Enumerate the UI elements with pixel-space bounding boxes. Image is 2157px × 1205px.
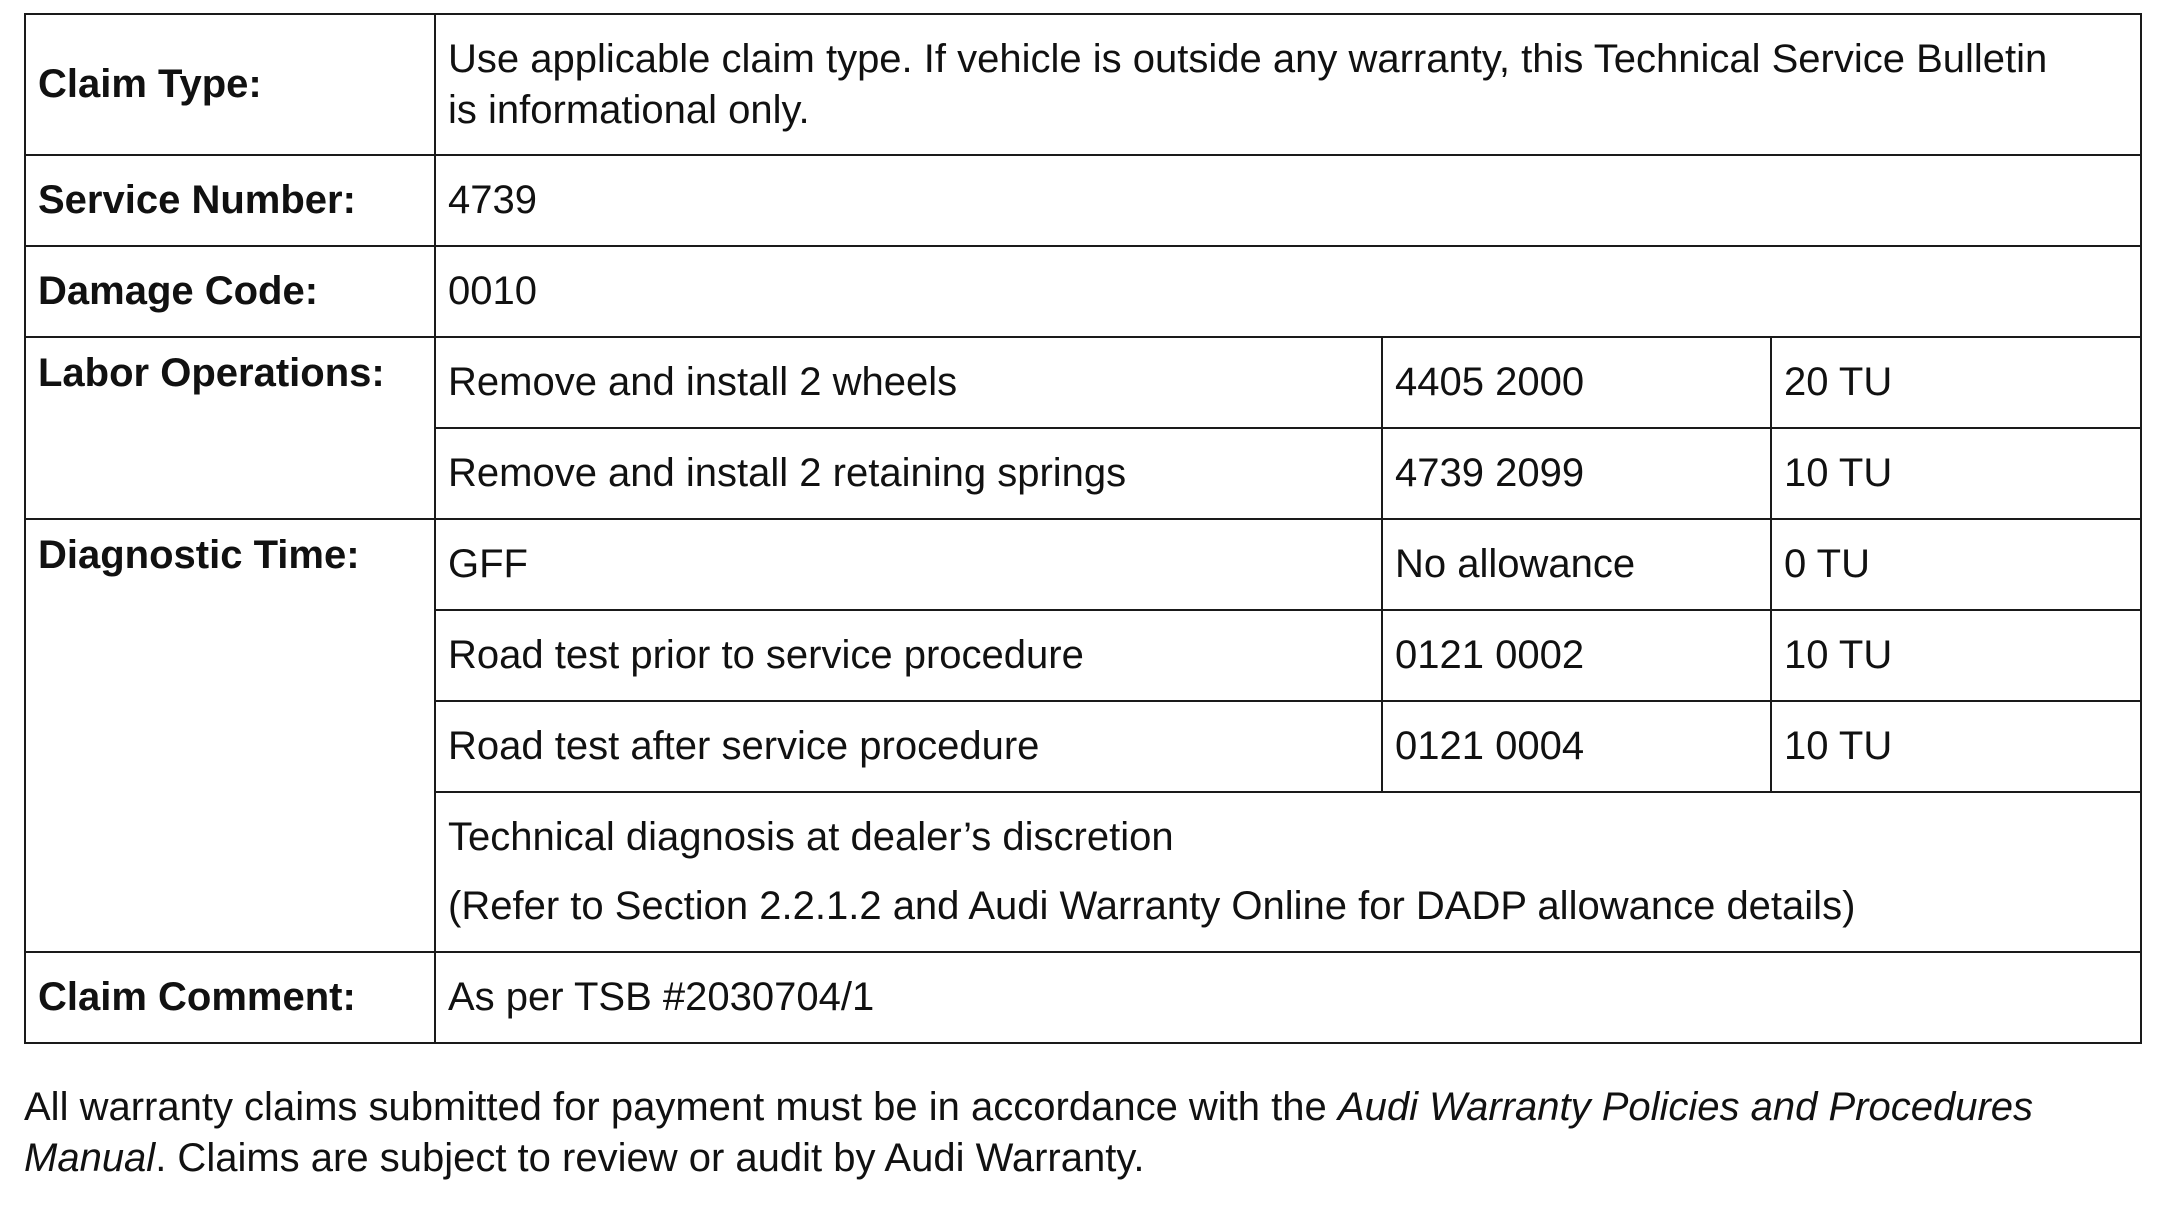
- row-service-number: [25, 155, 2141, 246]
- row-damage-code: [25, 246, 2141, 337]
- diagnostic-note-line-1: Technical diagnosis at dealer’s discretion: [448, 815, 1174, 859]
- footer-text-after: . Claims are subject to review or audit by Audi Warranty.: [155, 1136, 1145, 1180]
- claim-type-line-1: Use applicable claim type. If vehicle is outside any warranty, this Technical Service Bulletin: [448, 36, 2048, 81]
- row-claim-type: [25, 14, 2141, 155]
- labor-operations-label: Labor Operations:: [25, 337, 435, 519]
- diagnostic-description: GFF: [435, 519, 1382, 610]
- row-claim-comment: [25, 952, 2141, 1043]
- claim-comment-value: As per TSB #2030704/1: [435, 952, 2141, 1043]
- labor-op-description: Remove and install 2 wheels: [435, 337, 1382, 428]
- warranty-claim-table: [24, 13, 2142, 1044]
- damage-code-value: 0010: [435, 246, 2141, 337]
- labor-op-code: 4739 2099: [1382, 428, 1771, 519]
- diagnostic-code: 0121 0004: [1382, 701, 1771, 792]
- diagnostic-time-label: Diagnostic Time:: [25, 519, 435, 952]
- diagnostic-time: 10 TU: [1771, 610, 2141, 701]
- claim-type-value: [435, 14, 2141, 155]
- diagnostic-time: 10 TU: [1771, 701, 2141, 792]
- labor-op-description: Remove and install 2 retaining springs: [435, 428, 1382, 519]
- labor-op-time: 10 TU: [1771, 428, 2141, 519]
- diagnostic-code: 0121 0002: [1382, 610, 1771, 701]
- damage-code-label: Damage Code:: [25, 246, 435, 337]
- service-number-label: Service Number:: [25, 155, 435, 246]
- row-labor-operation: [25, 337, 2141, 428]
- diagnostic-time: 0 TU: [1771, 519, 2141, 610]
- warranty-document: [24, 13, 2140, 1044]
- diagnostic-note: [435, 792, 2141, 952]
- diagnostic-description: Road test after service procedure: [435, 701, 1382, 792]
- service-number-value: 4739: [435, 155, 2141, 246]
- diagnostic-description: Road test prior to service procedure: [435, 610, 1382, 701]
- warranty-footer-note: [24, 1082, 2140, 1184]
- claim-type-label: Claim Type:: [25, 14, 435, 155]
- diagnostic-note-line-2: (Refer to Section 2.2.1.2 and Audi Warranty Online for DADP allowance details): [448, 884, 1856, 928]
- footer-text-before: All warranty claims submitted for payment must be in accordance with the: [24, 1085, 1338, 1129]
- row-diagnostic-time: [25, 519, 2141, 610]
- diagnostic-code: No allowance: [1382, 519, 1771, 610]
- footer-manual-title: Audi Warranty Policies and Procedures Manual: [24, 1085, 2034, 1180]
- labor-op-code: 4405 2000: [1382, 337, 1771, 428]
- claim-type-line-2: is informational only.: [448, 87, 810, 132]
- claim-comment-label: Claim Comment:: [25, 952, 435, 1043]
- labor-op-time: 20 TU: [1771, 337, 2141, 428]
